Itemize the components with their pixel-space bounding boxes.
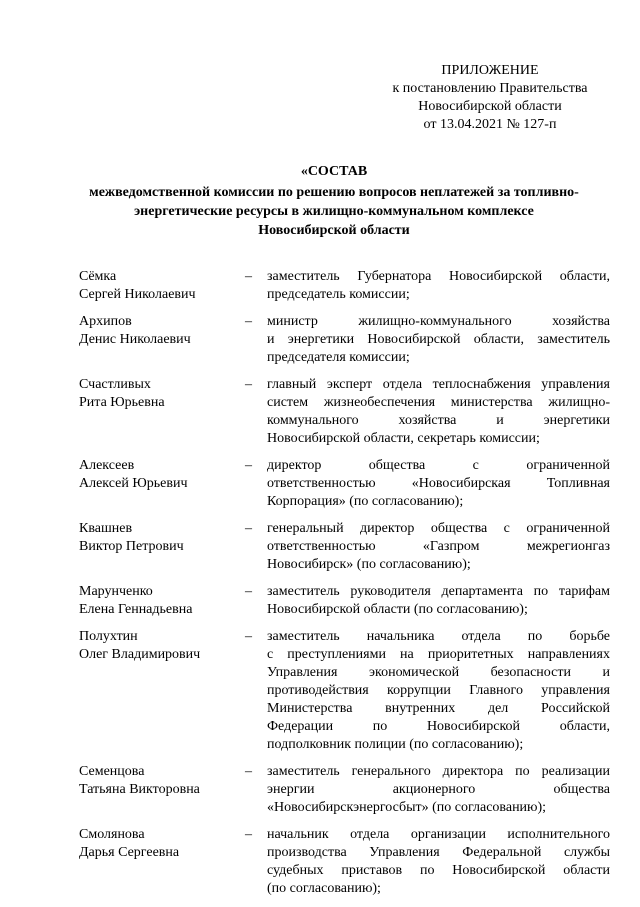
member-role-line: председатель комиссии; <box>267 287 410 302</box>
member-role-line: ответственностью «Новосибирская Топливная <box>267 476 610 491</box>
member-role-line: противодействия коррупции Главного управления <box>267 683 610 698</box>
member-role-line: председателя комиссии; <box>267 350 410 365</box>
member-role-line: Новосибирск» (по согласованию); <box>267 557 471 572</box>
member-surname: Квашнев <box>79 521 133 536</box>
member-role-line: Новосибирской области, секретарь комиссии; <box>267 431 540 446</box>
member-dash: – <box>245 764 252 779</box>
member-role-line: ответственностью «Газпром межрегионгаз <box>267 539 610 554</box>
member-dash: – <box>245 314 252 329</box>
member-given-name: Денис Николаевич <box>79 332 191 347</box>
document-title <box>60 162 608 240</box>
member-role-line: заместитель руководителя департамента по тарифам <box>267 584 610 599</box>
member-row <box>79 826 610 898</box>
member-role-line: систем жизнеобеспечения министерства жилищно- <box>267 395 610 410</box>
member-given-name: Рита Юрьевна <box>79 395 165 410</box>
member-surname: Архипов <box>79 314 132 329</box>
member-surname: Алексеев <box>79 458 135 473</box>
member-surname: Счастливых <box>79 377 151 392</box>
member-given-name: Дарья Сергеевна <box>79 845 180 860</box>
member-surname: Семенцова <box>79 764 145 779</box>
member-role <box>267 628 610 754</box>
member-role-line: Корпорация» (по согласованию); <box>267 494 464 509</box>
member-surname: Смолянова <box>79 827 145 842</box>
member-role-line: Управления экономической безопасности и <box>267 665 610 680</box>
member-given-name: Сергей Николаевич <box>79 287 196 302</box>
member-dash: – <box>245 269 252 284</box>
member-surname: Полухтин <box>79 629 138 644</box>
member-dash: – <box>245 458 252 473</box>
member-name <box>79 457 245 511</box>
member-row <box>79 268 610 304</box>
member-name <box>79 763 245 817</box>
member-role-line: Федерации по Новосибирской области, <box>267 719 610 734</box>
member-row <box>79 583 610 619</box>
appendix-region: Новосибирской области <box>418 99 562 114</box>
member-name <box>79 583 245 619</box>
member-row <box>79 520 610 574</box>
member-row <box>79 763 610 817</box>
member-role <box>267 268 610 304</box>
member-given-name: Виктор Петрович <box>79 539 184 554</box>
member-name <box>79 268 245 304</box>
member-row <box>79 628 610 754</box>
title-line-2: межведомственной комиссии по решению вопросов неплатежей за топливно- <box>89 185 579 200</box>
member-role-line: производства Управления Федеральной службы <box>267 845 610 860</box>
member-role-line: директор общества с ограниченной <box>267 458 610 473</box>
member-list <box>79 268 610 907</box>
member-name <box>79 826 245 898</box>
member-surname: Сёмка <box>79 269 117 284</box>
member-role-line: начальник отдела организации исполнительного <box>267 827 610 842</box>
member-role <box>267 826 610 898</box>
title-line-4: Новосибирской области <box>258 223 410 238</box>
member-dash: – <box>245 521 252 536</box>
member-role <box>267 763 610 817</box>
member-role-line: министр жилищно-коммунального хозяйства <box>267 314 610 329</box>
member-row <box>79 313 610 367</box>
member-role-line: «Новосибирскэнергосбыт» (по согласованию); <box>267 800 547 815</box>
member-role <box>267 457 610 511</box>
appendix-heading: ПРИЛОЖЕНИЕ <box>441 63 539 78</box>
member-given-name: Олег Владимирович <box>79 647 201 662</box>
member-given-name: Елена Геннадьевна <box>79 602 193 617</box>
member-dash: – <box>245 629 252 644</box>
member-role-line: коммунального хозяйства и энергетики <box>267 413 610 428</box>
member-surname: Марунченко <box>79 584 153 599</box>
member-role <box>267 313 610 367</box>
member-role-line: Министерства внутренних дел Российской <box>267 701 610 716</box>
member-role-line: Новосибирской области (по согласованию); <box>267 602 528 617</box>
member-role-line: генеральный директор общества с ограниченной <box>267 521 610 536</box>
member-row <box>79 457 610 511</box>
member-role-line: подполковник полиции (по согласованию); <box>267 737 524 752</box>
member-role <box>267 376 610 448</box>
appendix-date-number: от 13.04.2021 № 127-п <box>423 117 557 132</box>
appendix-reference: к постановлению Правительства <box>392 81 588 96</box>
member-role-line: (по согласованию); <box>267 881 381 896</box>
title-line-1: «СОСТАВ <box>300 164 368 179</box>
member-role-line: энергии акционерного общества <box>267 782 610 797</box>
member-name <box>79 313 245 367</box>
member-dash: – <box>245 584 252 599</box>
member-role-line: главный эксперт отдела теплоснабжения управления <box>267 377 610 392</box>
member-name <box>79 376 245 448</box>
member-role <box>267 583 610 619</box>
member-role-line: и энергетики Новосибирской области, заместитель <box>267 332 610 347</box>
member-role-line: заместитель генерального директора по реализации <box>267 764 610 779</box>
member-role-line: заместитель Губернатора Новосибирской области, <box>267 269 610 284</box>
member-row <box>79 376 610 448</box>
member-role-line: с преступлениями на приоритетных направлениях <box>267 647 610 662</box>
member-role <box>267 520 610 574</box>
title-line-3: энергетические ресурсы в жилищно-коммунальном комплексе <box>134 204 534 219</box>
member-dash: – <box>245 827 252 842</box>
member-role-line: судебных приставов по Новосибирской области <box>267 863 610 878</box>
appendix-block <box>380 62 600 134</box>
member-given-name: Татьяна Викторовна <box>79 782 200 797</box>
member-dash: – <box>245 377 252 392</box>
member-role-line: заместитель начальника отдела по борьбе <box>267 629 610 644</box>
member-given-name: Алексей Юрьевич <box>79 476 188 491</box>
member-name <box>79 628 245 754</box>
member-name <box>79 520 245 574</box>
